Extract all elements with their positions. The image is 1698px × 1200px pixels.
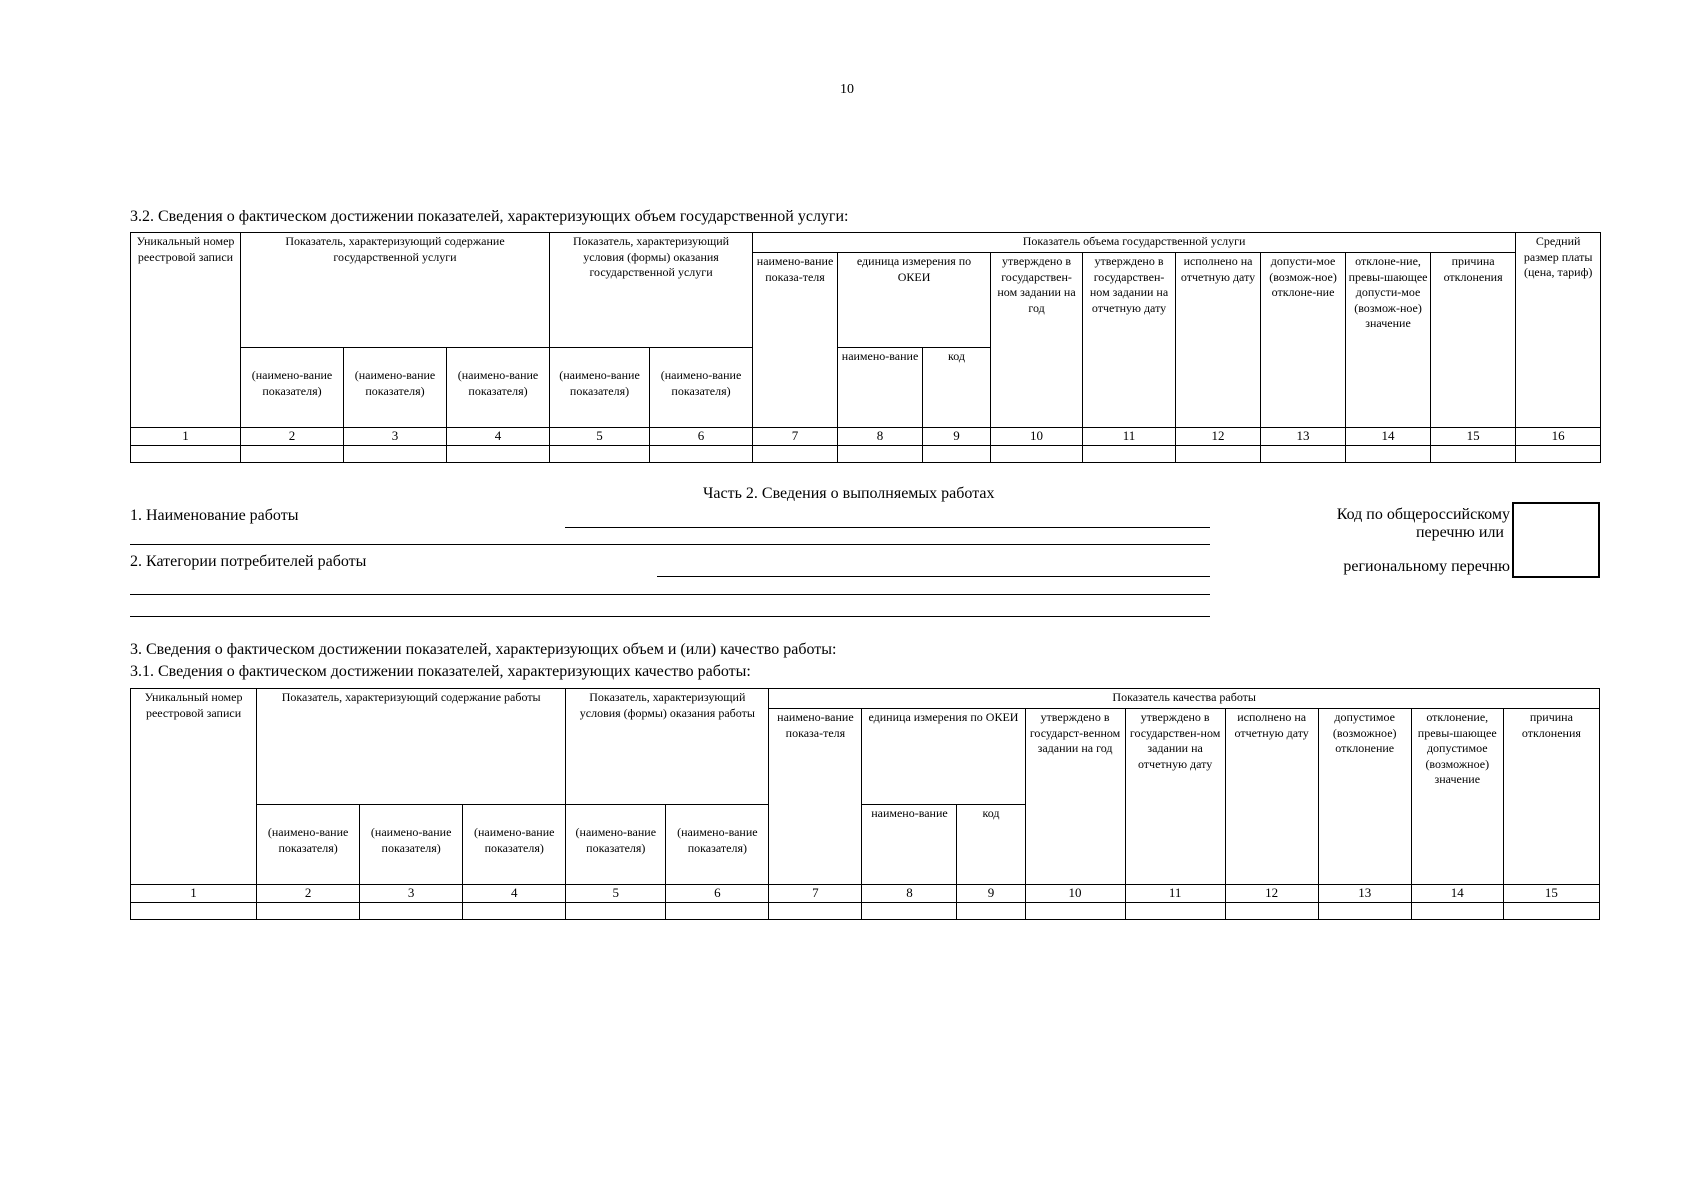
column-number: 4 — [463, 885, 566, 903]
executed-header: исполнено на отчетную дату — [1225, 709, 1318, 885]
table-cell[interactable] — [463, 902, 566, 919]
exceeding-deviation-header: отклонение, превы-шающее допустимое (возможное) значение — [1411, 709, 1503, 885]
table-cell[interactable] — [1261, 445, 1346, 462]
column-number: 8 — [862, 885, 957, 903]
conditions-indicator-header: Показатель, характеризующий условия (формы) оказания государственной услуги — [550, 233, 753, 348]
work-code-box[interactable] — [1512, 502, 1600, 578]
work-name-line[interactable] — [565, 527, 1210, 528]
column-number: 9 — [923, 428, 991, 446]
content-indicator-header: Показатель, характеризующий содержание работы — [257, 689, 566, 805]
approved-year-header: утверждено в государст-венном задании на год — [1025, 709, 1125, 885]
column-number: 16 — [1516, 428, 1601, 446]
unit-name-header: наимено-вание — [838, 348, 923, 428]
exceeding-deviation-header: отклоне-ние, превы-шающее допусти-мое (возмож-ное) значение — [1346, 253, 1431, 428]
quality-table — [130, 688, 1600, 920]
volume-indicator-header: Показатель объема государственной услуги — [753, 233, 1516, 253]
sub-indicator-header: (наимено-вание показателя) — [550, 348, 650, 428]
table-cell[interactable] — [257, 902, 360, 919]
sub-indicator-header: (наимено-вание показателя) — [360, 805, 463, 885]
column-number: 3 — [360, 885, 463, 903]
sub-indicator-header: (наимено-вание показателя) — [344, 348, 447, 428]
table-cell[interactable] — [131, 902, 257, 919]
table-cell[interactable] — [1225, 902, 1318, 919]
table-cell[interactable] — [131, 445, 241, 462]
sub-indicator-header: (наимено-вание показателя) — [650, 348, 753, 428]
unit-header: единица измерения по ОКЕИ — [838, 253, 991, 348]
consumers-line[interactable] — [657, 576, 1210, 577]
column-number: 6 — [650, 428, 753, 446]
table-cell[interactable] — [566, 902, 666, 919]
code-label-line2: перечню или — [1415, 524, 1504, 541]
table-cell[interactable] — [1125, 902, 1225, 919]
column-number: 15 — [1503, 885, 1599, 903]
code-label-line3: региональному перечню — [1343, 558, 1510, 575]
column-number: 9 — [957, 885, 1025, 903]
table-cell[interactable] — [344, 445, 447, 462]
table-cell[interactable] — [666, 902, 769, 919]
table-cell[interactable] — [1318, 902, 1411, 919]
consumers-line-2[interactable] — [130, 594, 1210, 595]
sub-indicator-header: (наимено-вание показателя) — [257, 805, 360, 885]
table-cell[interactable] — [957, 902, 1025, 919]
column-number: 6 — [666, 885, 769, 903]
table-cell[interactable] — [1516, 445, 1601, 462]
executed-header: исполнено на отчетную дату — [1176, 253, 1261, 428]
sub-indicator-header: (наимено-вание показателя) — [566, 805, 666, 885]
column-number: 11 — [1083, 428, 1176, 446]
table-cell[interactable] — [923, 445, 991, 462]
approved-date-header: утверждено в государствен-ном задании на отчетную дату — [1125, 709, 1225, 885]
column-number: 3 — [344, 428, 447, 446]
avg-fee-header: Средний размер платы (цена, тариф) — [1516, 233, 1601, 428]
column-number: 8 — [838, 428, 923, 446]
page-number: 10 — [840, 82, 854, 97]
column-number: 7 — [753, 428, 838, 446]
column-number: 13 — [1261, 428, 1346, 446]
table-cell[interactable] — [991, 445, 1083, 462]
indicator-name-header: наимено-вание показа-теля — [769, 709, 862, 885]
column-number: 13 — [1318, 885, 1411, 903]
consumers-label: 2. Категории потребителей работы — [130, 553, 367, 570]
column-number: 12 — [1225, 885, 1318, 903]
column-number: 5 — [550, 428, 650, 446]
table-cell[interactable] — [1083, 445, 1176, 462]
table-row — [131, 445, 1601, 462]
consumers-line-3[interactable] — [130, 616, 1210, 617]
table-cell[interactable] — [753, 445, 838, 462]
table-cell[interactable] — [241, 445, 344, 462]
unit-code-header: код — [957, 805, 1025, 885]
unit-code-header: код — [923, 348, 991, 428]
table-cell[interactable] — [1431, 445, 1516, 462]
deviation-reason-header: причина отклонения — [1431, 253, 1516, 428]
allowed-deviation-header: допустимое (возможное) отклонение — [1318, 709, 1411, 885]
table-cell[interactable] — [1025, 902, 1125, 919]
column-number: 2 — [241, 428, 344, 446]
work-name-label: 1. Наименование работы — [130, 507, 299, 524]
work-name-line-2[interactable] — [130, 544, 1210, 545]
quality-indicator-header: Показатель качества работы — [769, 689, 1600, 709]
unique-number-header: Уникальный номер реестровой записи — [131, 689, 257, 885]
sub-indicator-header: (наимено-вание показателя) — [447, 348, 550, 428]
column-number: 14 — [1346, 428, 1431, 446]
sub-indicator-header: (наимено-вание показателя) — [463, 805, 566, 885]
table-cell[interactable] — [650, 445, 753, 462]
code-label-line1: Код по общероссийскому — [1336, 506, 1510, 523]
column-number: 1 — [131, 428, 241, 446]
indicator-name-header: наимено-вание показа-теля — [753, 253, 838, 428]
content-indicator-header: Показатель, характеризующий содержание государственной услуги — [241, 233, 550, 348]
deviation-reason-header: причина отклонения — [1503, 709, 1599, 885]
approved-date-header: утверждено в государствен-ном задании на отчетную дату — [1083, 253, 1176, 428]
table-cell[interactable] — [1346, 445, 1431, 462]
table-cell[interactable] — [1411, 902, 1503, 919]
table-cell[interactable] — [1503, 902, 1599, 919]
unique-number-header: Уникальный номер реестровой записи — [131, 233, 241, 428]
part2-title: Часть 2. Сведения о выполняемых работах — [703, 485, 995, 502]
table-cell[interactable] — [360, 902, 463, 919]
unit-header: единица измерения по ОКЕИ — [862, 709, 1025, 805]
column-number: 2 — [257, 885, 360, 903]
allowed-deviation-header: допусти-мое (возмож-ное) отклоне-ние — [1261, 253, 1346, 428]
conditions-indicator-header: Показатель, характеризующий условия (формы) оказания работы — [566, 689, 769, 805]
table-cell[interactable] — [769, 902, 862, 919]
section-3-2-heading: 3.2. Сведения о фактическом достижении показателей, характеризующих объем государственной услуги: — [130, 208, 849, 225]
table-cell[interactable] — [1176, 445, 1261, 462]
approved-year-header: утверждено в государствен-ном задании на год — [991, 253, 1083, 428]
table-cell[interactable] — [838, 445, 923, 462]
section-3-1-heading: 3.1. Сведения о фактическом достижении показателей, характеризующих качество работы: — [130, 663, 751, 680]
table-cell[interactable] — [550, 445, 650, 462]
column-number: 11 — [1125, 885, 1225, 903]
sub-indicator-header: (наимено-вание показателя) — [666, 805, 769, 885]
column-number: 14 — [1411, 885, 1503, 903]
column-number: 10 — [1025, 885, 1125, 903]
unit-name-header: наимено-вание — [862, 805, 957, 885]
column-number: 15 — [1431, 428, 1516, 446]
column-number: 5 — [566, 885, 666, 903]
column-number: 1 — [131, 885, 257, 903]
sub-indicator-header: (наимено-вание показателя) — [241, 348, 344, 428]
column-number: 10 — [991, 428, 1083, 446]
column-number: 7 — [769, 885, 862, 903]
table-cell[interactable] — [862, 902, 957, 919]
table-cell[interactable] — [447, 445, 550, 462]
section-3-heading: 3. Сведения о фактическом достижении показателей, характеризующих объем и (или) качество работы: — [130, 641, 837, 658]
column-number: 12 — [1176, 428, 1261, 446]
column-number: 4 — [447, 428, 550, 446]
table-row — [131, 902, 1600, 919]
volume-table — [130, 232, 1601, 463]
